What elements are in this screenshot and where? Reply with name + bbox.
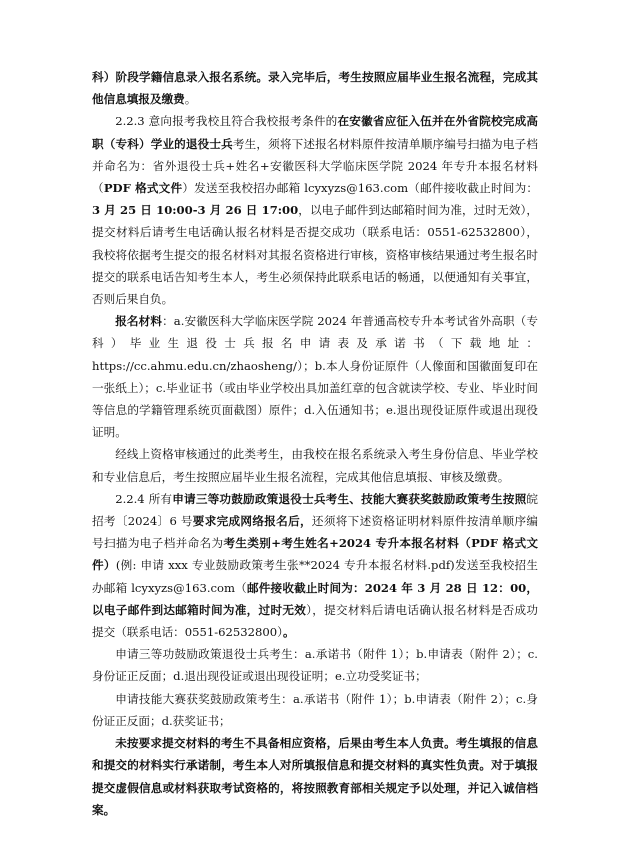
text-span: 2.2.4 所有	[115, 491, 173, 506]
bold-text: 邮件接收截止时间为：2024 年 3 月 28 日 12：00，以电子邮件到达邮箱时间为准，过时无效	[92, 580, 538, 617]
text-span: ），提交材料后请电话确认报名材料是否成功提交（联系电话：0551-62532800）	[92, 602, 538, 640]
text-span: ，以电子邮件到达邮箱时间为准，过时无效），提交材料后请考生电话确认报名材料是否提交成功（联系电话：0551-62532800），我校将依据考生提交的报名材料对其报名资格进行审核，资格审核结果通过考生报名时提交的联系电话告知考生本人，考生必须保持此联系电话的畅通，以便通知有关事宜，否则后果自负。	[92, 203, 539, 307]
text-span: 考生，须将下述报名材料原件按清单顺序编号扫描为电子档并命名为：省外退役士兵+姓名+安徽医科大学临床医学院 2024 年专升本报名材料（	[92, 136, 538, 196]
paragraph-review: 经线上资格审核通过的此类考生，由我校在报名系统录入考生身份信息、毕业学校和专业信息后，考生按照应届毕业生报名流程，完成其他信息填报、审核及缴费。	[92, 447, 538, 484]
bold-text: 。	[282, 625, 295, 640]
bold-text: 在安徽省应征入伍并在外省院校完成高职（专科）学业的退役士兵	[92, 114, 538, 151]
text-span: ）发送至我校招办邮箱 lcyxyzs@163.com（邮件接收截止时间为：	[182, 181, 538, 196]
bold-text: 科）阶段学籍信息录入报名系统。录入完毕后，考生按照应届毕业生报名流程，完成其他信息填报及缴费	[92, 70, 538, 107]
text-span: (例: 申请 xxx 专业鼓励政策考生张**2024 专升本报名材料.pdf)发送至我校招生办邮箱 lcyxyzs@163.com（	[92, 558, 538, 595]
text-span: ：a.安徽医科大学临床医学院 2024 年普通高校专升本考试省外高职（专科）毕业生退役士兵报名申请表及承诺书（下载地址：https://cc.ahmu.edu.cn/zhaosheng/）；b.本人身份证原件（人像面和国徽面复印在一张纸上）；c.毕业证书（或由毕业学校出具加盖红章的包含就读学校、专业、毕业时间等信息的学籍管理系统页面截图）原件；d.入伍通知书；e.退出现役证原件或退出现役证明。	[92, 314, 538, 440]
bold-text: 3 月 25 日 10:00-3 月 26 日 17:00	[92, 203, 299, 218]
bold-text: 未按要求提交材料的考生不具备相应资格，后果由考生本人负责。考生填报的信息和提交的材料实行承诺制，考生本人对所填报信息和提交材料的真实性负责。对于填报提交虚假信息或材料获取考试资格的，将按照教育部相关规定予以处理，并记入诚信档案。	[92, 736, 538, 817]
bold-text: 考生类别+考生姓名+2024 专升本报名材料（PDF 格式文件）	[92, 536, 538, 573]
paragraph-materials	[92, 310, 538, 443]
text-span: 皖招考〔2024〕6 号	[92, 491, 538, 529]
paragraph-merit-materials: 申请三等功鼓励政策退役士兵考生：a.承诺书（附件 1）；b.申请表（附件 2）；c.身份证正反面；d.退出现役证或退出现役证明；e.立功受奖证书；	[92, 647, 538, 684]
bold-text: PDF 格式文件	[103, 181, 183, 196]
paragraph-2-2-4	[92, 488, 538, 643]
bold-text: 要求完成网络报名后，	[192, 514, 312, 529]
text-span: 。	[184, 92, 197, 107]
text-span: 2.2.3 意向报考我校且符合我校报考条件的	[115, 114, 338, 129]
paragraph-skills-materials: 申请技能大赛获奖鼓励政策考生：a.承诺书（附件 1）；b.申请表（附件 2）；c.身份证正反面；d.获奖证书；	[92, 691, 538, 728]
paragraph-notice	[92, 732, 538, 821]
paragraph-2-2-3	[92, 110, 538, 310]
text-span: 还须将下述资格证明材料原件按清单顺序编号扫描为电子档并命名为	[92, 514, 538, 551]
bold-text: 申请三等功鼓励政策退役士兵考生、技能大赛获奖鼓励政策考生按照	[172, 491, 527, 506]
paragraph-registration-continued	[92, 66, 538, 110]
materials-label: 报名材料	[115, 314, 163, 329]
